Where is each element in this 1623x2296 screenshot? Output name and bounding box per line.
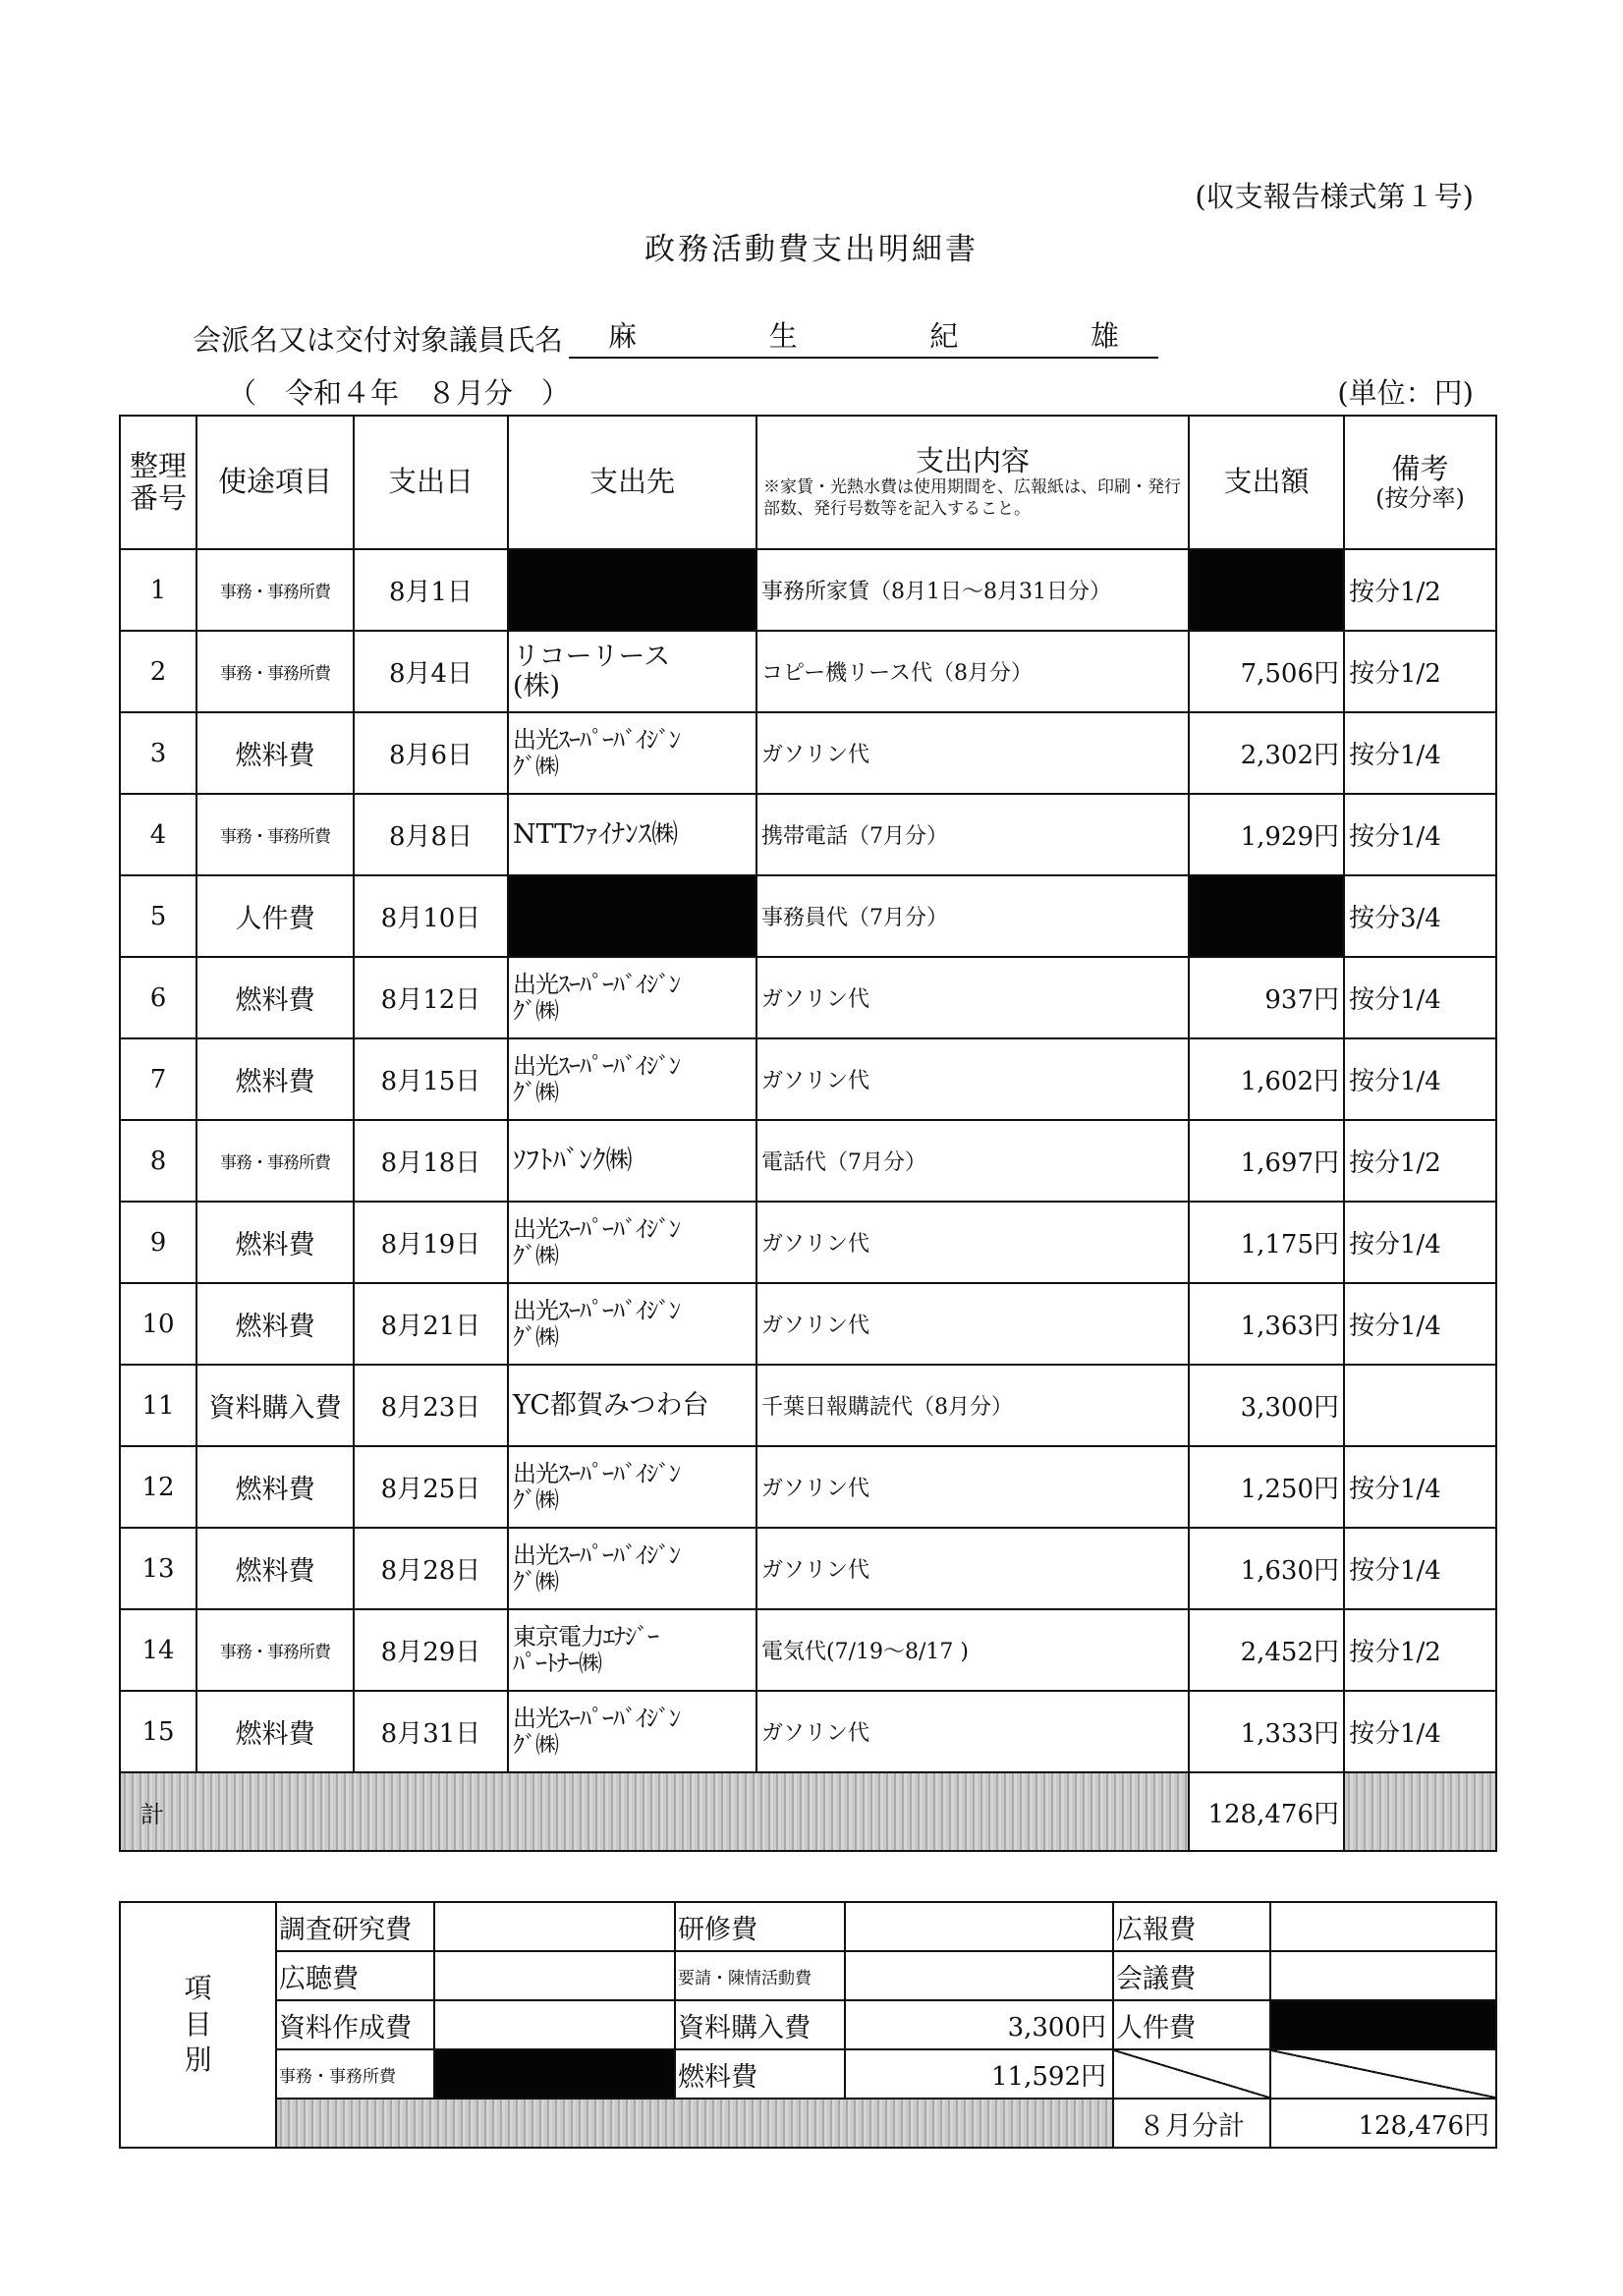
- row-no: 8: [120, 1120, 196, 1202]
- pr-label: 広報費: [1113, 1902, 1270, 1951]
- table-row: [120, 1120, 1496, 1202]
- member-line: [193, 314, 1158, 359]
- report-period: （ 令和４年 ８月分 ）: [228, 376, 571, 410]
- table-row: [120, 1691, 1496, 1772]
- table-row: [120, 712, 1496, 794]
- row-date: 8月28日: [354, 1528, 508, 1609]
- row-remarks: 按分1/4: [1344, 712, 1496, 794]
- row-category: 事務・事務所費: [196, 631, 354, 712]
- row-category: 燃料費: [196, 1038, 354, 1120]
- row-category: 事務・事務所費: [196, 549, 354, 631]
- table-row: [120, 631, 1496, 712]
- row-content: 事務所家賃（8月1日～8月31日分）: [756, 549, 1189, 631]
- header-payee: 支出先: [508, 416, 756, 549]
- row-no: 3: [120, 712, 196, 794]
- row-date: 8月6日: [354, 712, 508, 794]
- member-name: [569, 314, 1158, 359]
- row-payee-redacted: [508, 549, 756, 631]
- row-no: 12: [120, 1446, 196, 1528]
- row-content: ガソリン代: [756, 1528, 1189, 1609]
- row-remarks: 按分3/4: [1344, 875, 1496, 957]
- fuel-value: 11,592円: [845, 2049, 1113, 2099]
- row-payee: リコーリース (株): [508, 631, 756, 712]
- total-row: [120, 1772, 1496, 1851]
- row-date: 8月19日: [354, 1202, 508, 1283]
- row-payee: 出光ｽｰﾊﾟｰﾊﾞｲｼﾞﾝ ｸﾞ㈱: [508, 712, 756, 794]
- row-amount: 1,697円: [1189, 1120, 1344, 1202]
- row-amount-redacted: [1189, 549, 1344, 631]
- expense-table: [119, 415, 1497, 1852]
- row-amount: 1,630円: [1189, 1528, 1344, 1609]
- header-date: 支出日: [354, 416, 508, 549]
- row-payee: YC都賀みつわ台: [508, 1365, 756, 1446]
- row-content: 電話代（7月分）: [756, 1120, 1189, 1202]
- row-no: 6: [120, 957, 196, 1038]
- row-content: 電気代(7/19～8/17 ): [756, 1609, 1189, 1691]
- row-date: 8月8日: [354, 794, 508, 875]
- row-amount: 937円: [1189, 957, 1344, 1038]
- row-amount: 1,929円: [1189, 794, 1344, 875]
- row-date: 8月18日: [354, 1120, 508, 1202]
- row-amount: 1,250円: [1189, 1446, 1344, 1528]
- row-category: 燃料費: [196, 712, 354, 794]
- row-date: 8月15日: [354, 1038, 508, 1120]
- row-remarks: [1344, 1365, 1496, 1446]
- row-payee: ｿﾌﾄﾊﾞﾝｸ㈱: [508, 1120, 756, 1202]
- row-payee: NTTﾌｧｲﾅﾝｽ㈱: [508, 794, 756, 875]
- summary-side-label: 項 目 別: [120, 1902, 276, 2148]
- materials-purchase-value: 3,300円: [845, 2000, 1113, 2049]
- row-no: 11: [120, 1365, 196, 1446]
- training-value: [845, 1902, 1113, 1951]
- materials-prep-label: 資料作成費: [276, 2000, 434, 2049]
- row-no: 7: [120, 1038, 196, 1120]
- header-no: 整理 番号: [120, 416, 196, 549]
- member-name-char: 生: [768, 319, 798, 353]
- table-row: [120, 1609, 1496, 1691]
- table-row: [120, 1202, 1496, 1283]
- hearing-value: [434, 1951, 675, 2000]
- row-amount-redacted: [1189, 875, 1344, 957]
- row-remarks: 按分1/4: [1344, 1038, 1496, 1120]
- row-date: 8月4日: [354, 631, 508, 712]
- row-content: ガソリン代: [756, 1283, 1189, 1365]
- row-category: 資料購入費: [196, 1365, 354, 1446]
- row-no: 10: [120, 1283, 196, 1365]
- month-total-value: 128,476円: [1270, 2099, 1496, 2148]
- row-content: 携帯電話（7月分）: [756, 794, 1189, 875]
- materials-purchase-label: 資料購入費: [675, 2000, 845, 2049]
- header-remarks-sub: (按分率): [1375, 483, 1465, 512]
- row-category: 事務・事務所費: [196, 1609, 354, 1691]
- member-label: 会派名又は交付対象議員氏名: [193, 323, 564, 357]
- meeting-label: 会議費: [1113, 1951, 1270, 2000]
- row-content: ガソリン代: [756, 1446, 1189, 1528]
- fuel-label: 燃料費: [675, 2049, 845, 2099]
- table-header-row: [120, 416, 1496, 549]
- table-row: [120, 1283, 1496, 1365]
- table-row: [120, 1446, 1496, 1528]
- meeting-value: [1270, 1951, 1496, 2000]
- empty-diagonal-cell: [1270, 2049, 1496, 2099]
- table-row: [120, 794, 1496, 875]
- member-name-char: 麻: [608, 319, 638, 353]
- row-no: 14: [120, 1609, 196, 1691]
- header-amount: 支出額: [1189, 416, 1344, 549]
- row-payee: 出光ｽｰﾊﾟｰﾊﾞｲｼﾞﾝ ｸﾞ㈱: [508, 1691, 756, 1772]
- row-content: コピー機リース代（8月分）: [756, 631, 1189, 712]
- empty-diagonal-cell: [1113, 2049, 1270, 2099]
- row-payee: 東京電力ｴﾅｼﾞｰ ﾊﾟｰﾄﾅｰ㈱: [508, 1609, 756, 1691]
- month-total-label: ８月分計: [1113, 2099, 1270, 2148]
- row-remarks: 按分1/4: [1344, 1283, 1496, 1365]
- row-remarks: 按分1/4: [1344, 1446, 1496, 1528]
- row-content: 千葉日報購読代（8月分）: [756, 1365, 1189, 1446]
- row-amount: 7,506円: [1189, 631, 1344, 712]
- pr-value: [1270, 1902, 1496, 1951]
- row-amount: 1,333円: [1189, 1691, 1344, 1772]
- member-name-char: 紀: [929, 319, 959, 353]
- row-amount: 3,300円: [1189, 1365, 1344, 1446]
- research-label: 調査研究費: [276, 1902, 434, 1951]
- row-payee: 出光ｽｰﾊﾟｰﾊﾞｲｼﾞﾝ ｸﾞ㈱: [508, 1446, 756, 1528]
- row-remarks: 按分1/2: [1344, 549, 1496, 631]
- table-row: [120, 1365, 1496, 1446]
- row-no: 2: [120, 631, 196, 712]
- row-date: 8月25日: [354, 1446, 508, 1528]
- row-remarks: 按分1/2: [1344, 1120, 1496, 1202]
- row-content: 事務員代（7月分）: [756, 875, 1189, 957]
- petition-label: 要請・陳情活動費: [675, 1951, 845, 2000]
- row-no: 13: [120, 1528, 196, 1609]
- category-summary-table: [119, 1901, 1497, 2149]
- header-content: [756, 416, 1189, 549]
- row-date: 8月23日: [354, 1365, 508, 1446]
- row-date: 8月1日: [354, 549, 508, 631]
- table-row: [120, 549, 1496, 631]
- total-remarks-shaded: [1344, 1772, 1496, 1851]
- row-payee: 出光ｽｰﾊﾟｰﾊﾞｲｼﾞﾝ ｸﾞ㈱: [508, 1528, 756, 1609]
- table-row: [120, 1038, 1496, 1120]
- row-remarks: 按分1/4: [1344, 1528, 1496, 1609]
- header-category: 使途項目: [196, 416, 354, 549]
- member-name-char: 雄: [1090, 319, 1119, 353]
- research-value: [434, 1902, 675, 1951]
- row-date: 8月29日: [354, 1609, 508, 1691]
- row-no: 4: [120, 794, 196, 875]
- table-row: [120, 875, 1496, 957]
- row-amount: 1,175円: [1189, 1202, 1344, 1283]
- total-label: 計: [120, 1772, 1189, 1851]
- row-category: 燃料費: [196, 1446, 354, 1528]
- row-amount: 1,602円: [1189, 1038, 1344, 1120]
- header-content-title: 支出内容: [915, 444, 1030, 478]
- hearing-label: 広聴費: [276, 1951, 434, 2000]
- row-payee: 出光ｽｰﾊﾟｰﾊﾞｲｼﾞﾝ ｸﾞ㈱: [508, 1202, 756, 1283]
- form-number: (収支報告様式第１号): [1195, 180, 1474, 213]
- office-label: 事務・事務所費: [276, 2049, 434, 2099]
- row-content: ガソリン代: [756, 1038, 1189, 1120]
- header-remarks-title: 備考: [1391, 451, 1449, 485]
- row-remarks: 按分1/2: [1344, 1609, 1496, 1691]
- row-payee-redacted: [508, 875, 756, 957]
- personnel-label: 人件費: [1113, 2000, 1270, 2049]
- row-remarks: 按分1/2: [1344, 631, 1496, 712]
- row-category: 燃料費: [196, 1202, 354, 1283]
- row-content: ガソリン代: [756, 957, 1189, 1038]
- page-title: 政務活動費支出明細書: [644, 232, 979, 267]
- row-payee: 出光ｽｰﾊﾟｰﾊﾞｲｼﾞﾝ ｸﾞ㈱: [508, 1283, 756, 1365]
- row-no: 15: [120, 1691, 196, 1772]
- row-category: 燃料費: [196, 1283, 354, 1365]
- row-category: 燃料費: [196, 1528, 354, 1609]
- office-value-redacted: [434, 2049, 675, 2099]
- row-remarks: 按分1/4: [1344, 957, 1496, 1038]
- row-content: ガソリン代: [756, 712, 1189, 794]
- total-amount: 128,476円: [1189, 1772, 1344, 1851]
- row-amount: 2,452円: [1189, 1609, 1344, 1691]
- row-remarks: 按分1/4: [1344, 1202, 1496, 1283]
- row-payee: 出光ｽｰﾊﾟｰﾊﾞｲｼﾞﾝ ｸﾞ㈱: [508, 1038, 756, 1120]
- personnel-value-redacted: [1270, 2000, 1496, 2049]
- row-no: 9: [120, 1202, 196, 1283]
- row-category: 人件費: [196, 875, 354, 957]
- petition-value: [845, 1951, 1113, 2000]
- row-content: ガソリン代: [756, 1691, 1189, 1772]
- row-category: 事務・事務所費: [196, 794, 354, 875]
- row-date: 8月12日: [354, 957, 508, 1038]
- row-no: 5: [120, 875, 196, 957]
- row-category: 事務・事務所費: [196, 1120, 354, 1202]
- row-amount: 1,363円: [1189, 1283, 1344, 1365]
- row-payee: 出光ｽｰﾊﾟｰﾊﾞｲｼﾞﾝ ｸﾞ㈱: [508, 957, 756, 1038]
- summary-shaded-area: [276, 2099, 1113, 2148]
- row-category: 燃料費: [196, 1691, 354, 1772]
- header-content-note: ※家賃・光熱水費は使用期間を、広報紙は、印刷・発行部数、発行号数等を記入すること。: [763, 477, 1181, 519]
- header-remarks: [1344, 416, 1496, 549]
- row-date: 8月31日: [354, 1691, 508, 1772]
- row-date: 8月10日: [354, 875, 508, 957]
- row-date: 8月21日: [354, 1283, 508, 1365]
- table-row: [120, 957, 1496, 1038]
- row-no: 1: [120, 549, 196, 631]
- row-content: ガソリン代: [756, 1202, 1189, 1283]
- training-label: 研修費: [675, 1902, 845, 1951]
- unit-label: (単位：円): [1337, 376, 1474, 410]
- row-amount: 2,302円: [1189, 712, 1344, 794]
- materials-prep-value: [434, 2000, 675, 2049]
- row-category: 燃料費: [196, 957, 354, 1038]
- row-remarks: 按分1/4: [1344, 794, 1496, 875]
- row-remarks: 按分1/4: [1344, 1691, 1496, 1772]
- table-row: [120, 1528, 1496, 1609]
